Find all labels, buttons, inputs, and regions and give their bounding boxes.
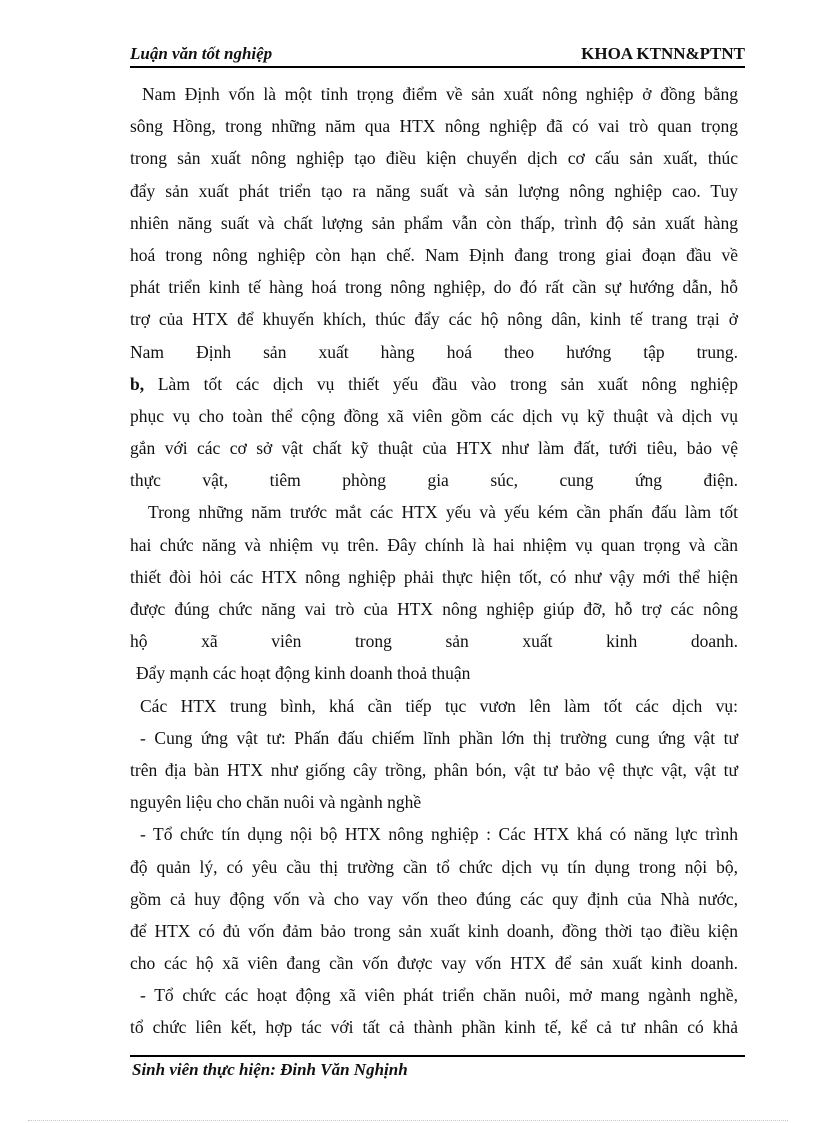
- text-line: [130, 561, 738, 593]
- line-text: gắn với các cơ sở vật chất kỹ thuật của HTX như làm đất, tưới tiêu, bảo vệ: [130, 438, 738, 459]
- footer-rule: [130, 1055, 745, 1057]
- line-text: phục vụ cho toàn thể cộng đồng xã viên gồm các dịch vụ kỹ thuật và dịch vụ: [130, 405, 738, 426]
- text-line: [130, 915, 738, 947]
- line-text: nhiên năng suất và chất lượng sản phẩm vẫn còn thấp, trình độ sản xuất hàng: [130, 212, 738, 233]
- line-text: gồm cả huy động vốn và cho vay vốn theo đúng các quy định của Nhà nước,: [130, 888, 738, 909]
- text-line: [130, 657, 738, 689]
- text-line: [130, 432, 738, 464]
- text-line: [130, 271, 738, 303]
- line-text: trợ của HTX để khuyến khích, thúc đẩy các hộ nông dân, kinh tế trang trại ở: [130, 309, 738, 330]
- text-line: [130, 625, 738, 657]
- text-line: [130, 239, 738, 271]
- text-line: [130, 464, 738, 496]
- page-header: [130, 44, 745, 68]
- text-line: [130, 851, 738, 883]
- line-text: được đúng chức năng vai trò của HTX nông nghiệp giúp đỡ, hỗ trợ các nông: [130, 599, 738, 619]
- line-text: độ quản lý, có yêu cầu thị trường cần tổ chức dịch vụ tín dụng trong nội bộ,: [130, 856, 738, 877]
- text-line: [130, 142, 738, 174]
- page-bottom-edge: [28, 1120, 788, 1121]
- line-text: hộ xã viên trong sản xuất kinh doanh.: [130, 631, 738, 652]
- line-text: thực vật, tiêm phòng gia súc, cung ứng điện.: [130, 470, 738, 491]
- line-text: - Tổ chức tín dụng nội bộ HTX nông nghiệp : Các HTX khá có năng lực trình: [140, 824, 738, 845]
- text-line: [130, 1011, 738, 1043]
- line-text: phát triển kinh tế hàng hoá trong nông nghiệp, do đó rất cần sự hướng dẫn, hỗ: [130, 277, 738, 298]
- text-line: [130, 786, 738, 818]
- line-text: trong sản xuất nông nghiệp tạo điều kiện chuyển dịch cơ cấu sản xuất, thúc: [130, 148, 738, 169]
- text-line: [130, 947, 738, 979]
- line-text: Nam Định vốn là một tỉnh trọng điểm về sản xuất nông nghiệp ở đồng bằng: [142, 84, 738, 104]
- line-text: thiết đòi hỏi các HTX nông nghiệp phải thực hiện tốt, có như vậy mới thể hiện: [130, 566, 738, 587]
- text-line: [130, 78, 738, 110]
- line-text: hai chức năng và nhiệm vụ trên. Đây chính là hai nhiệm vụ quan trọng và cần: [130, 534, 738, 555]
- line-text: tổ chức liên kết, hợp tác với tất cả thành phần kinh tế, kể cả tư nhân có khả: [130, 1017, 738, 1038]
- header-faculty: KHOA KTNN&PTNT: [581, 44, 745, 63]
- line-text: - Cung ứng vật tư: Phấn đấu chiếm lĩnh phần lớn thị trường cung ứng vật tư: [140, 727, 738, 748]
- line-text: Nam Định sản xuất hàng hoá theo hướng tập trung.: [130, 341, 738, 362]
- header-thesis-title: Luận văn tốt nghiệp: [130, 44, 273, 63]
- line-text: Đẩy mạnh các hoạt động kinh doanh thoả thuận: [136, 663, 471, 684]
- footer-author: Sinh viên thực hiện: Đinh Văn Nghịnh: [132, 1060, 408, 1079]
- line-text: sông Hồng, trong những năm qua HTX nông nghiệp đã có vai trò quan trọng: [130, 116, 738, 137]
- document-body: [130, 78, 738, 1044]
- text-line: [130, 754, 738, 786]
- line-text: hoá trong nông nghiệp còn hạn chế. Nam Định đang trong giai đoạn đầu về: [130, 244, 738, 265]
- line-text: đẩy sản xuất phát triển tạo ra năng suất và sản lượng nông nghiệp cao. Tuy: [130, 180, 738, 201]
- text-line: [130, 593, 738, 625]
- text-line: [130, 400, 738, 432]
- line-text: - Tổ chức các hoạt động xã viên phát triển chăn nuôi, mở mang ngành nghề,: [140, 985, 738, 1006]
- text-line: [130, 175, 738, 207]
- text-line: [130, 979, 738, 1011]
- line-text: cho các hộ xã viên đang cần vốn được vay vốn HTX để sản xuất kinh doanh.: [130, 953, 738, 974]
- text-line: [130, 818, 738, 850]
- text-line: [130, 368, 738, 400]
- text-line: [130, 110, 738, 142]
- line-text: để HTX có đủ vốn đảm bảo trong sản xuất kinh doanh, đồng thời tạo điều kiện: [130, 920, 738, 941]
- text-line: [130, 496, 738, 528]
- text-line: [130, 529, 738, 561]
- line-text: Trong những năm trước mắt các HTX yếu và yếu kém cần phấn đấu làm tốt: [148, 502, 738, 523]
- line-text: Làm tốt các dịch vụ thiết yếu đầu vào trong sản xuất nông nghiệp: [157, 373, 739, 394]
- line-text: nguyên liệu cho chăn nuôi và ngành nghề: [130, 792, 422, 813]
- text-line: [130, 303, 738, 335]
- line-text: trên địa bàn HTX như giống cây trồng, phân bón, vật tư bảo vệ thực vật, vật tư: [130, 759, 738, 780]
- text-line: [130, 207, 738, 239]
- list-marker: b,: [130, 373, 145, 394]
- text-line: [130, 722, 738, 754]
- text-line: [130, 336, 738, 368]
- line-text: Các HTX trung bình, khá cần tiếp tục vươn lên làm tốt các dịch vụ:: [140, 695, 738, 716]
- text-line: [130, 883, 738, 915]
- text-line: [130, 690, 738, 722]
